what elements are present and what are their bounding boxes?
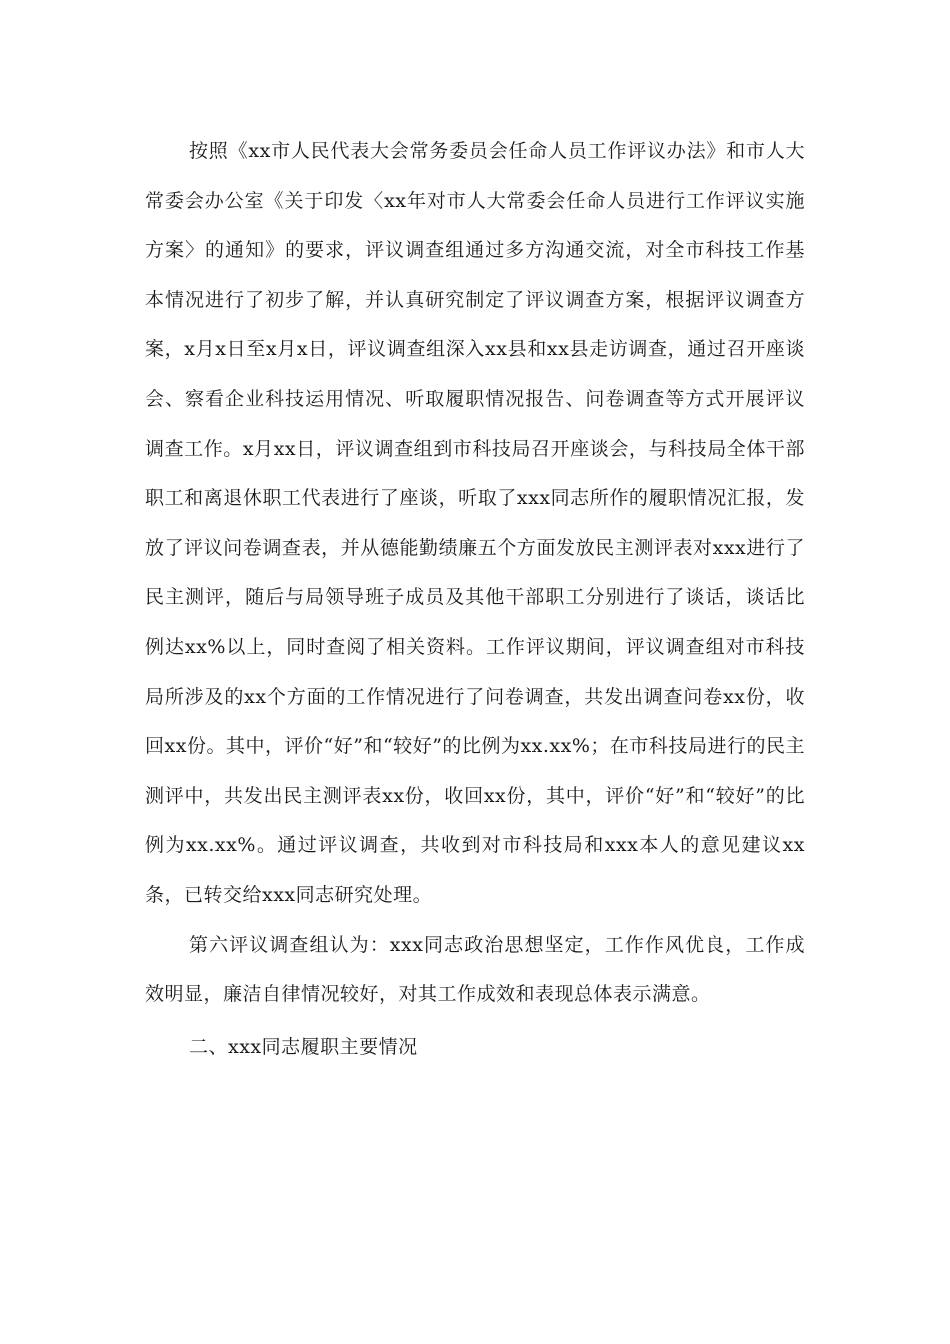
paragraph-review-process: 按照《xx市人民代表大会常务委员会任命人员工作评议办法》和市人大常委会办公室《关于印发〈xx年对市人大常委会任命人员进行工作评议实施方案〉的通知》的要求，评议调查组通过多方沟通交流，对全市科技工作基本情况进行了初步了解，并认真研究制定了评议调查方案，根据评议调查方案，x月x日至x月x日，评议调查组深入xx县和xx县走访调查，通过召开座谈会、察看企业科技运用情况、听取履职情况报告、问卷调查等方式开展评议调查工作。x月xx日，评议调查组到市科技局召开座谈会，与科技局全体干部职工和离退休职工代表进行了座谈，听取了xxx同志所作的履职情况汇报，发放了评议问卷调查表，并从德能勤绩廉五个方面发放民主测评表对xxx进行了民主测评，随后与局领导班子成员及其他干部职工分别进行了谈话，谈话比例达xx%以上，同时查阅了相关资料。工作评议期间，评议调查组对市科技局所涉及的xx个方面的工作情况进行了问卷调查，共发出调查问卷xx份，收回xx份。其中，评价“好”和“较好”的比例为xx.xx%；在市科技局进行的民主测评中，共发出民主测评表xx份，收回xx份，其中，评价“好”和“较好”的比例为xx.xx%。通过评议调查，共收到对市科技局和xxx本人的意见建议xx条，已转交给xxx同志研究处理。: [145, 140, 805, 906]
document-body: [145, 127, 805, 1072]
paragraph-review-conclusion: 第六评议调查组认为：xxx同志政治思想坚定，工作作风优良，工作成效明显，廉洁自律情况较好，对其工作成效和表现总体表示满意。: [145, 933, 805, 1006]
section-heading: 二、xxx同志履职主要情况: [189, 1035, 418, 1058]
